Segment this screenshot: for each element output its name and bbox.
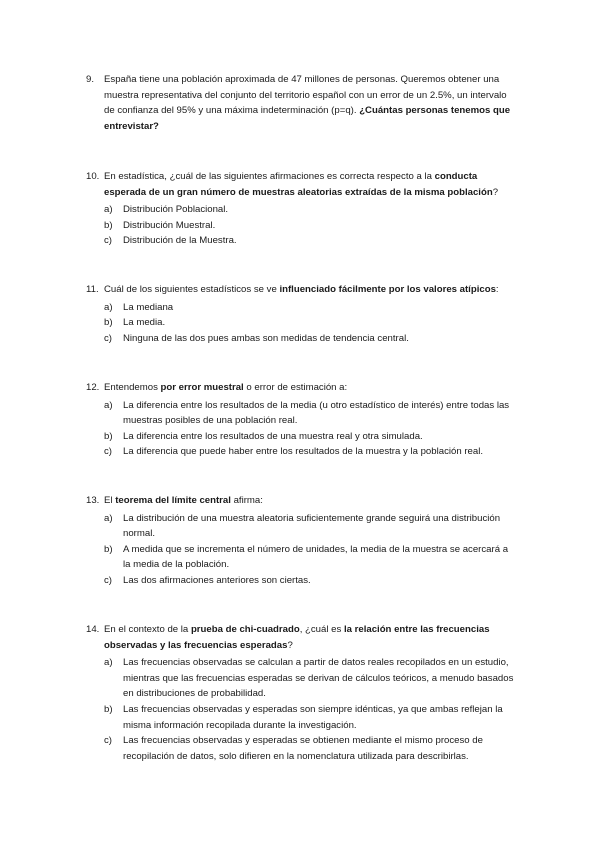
option-letter: b): [104, 317, 113, 329]
options-list: [86, 511, 518, 589]
option-text: La distribución de una muestra aleatoria suficientemente grande seguirá una distribución normal.: [123, 512, 501, 540]
question-text-emphasis: prueba de chi-cuadrado: [190, 624, 300, 635]
question-text: [104, 72, 518, 134]
option-c: [104, 733, 518, 764]
question-text-emphasis: conducta esperada de un gran número de muestras aleatorias extraídas de la misma población: [104, 171, 493, 198]
option-letter: b): [104, 430, 113, 442]
option-text: La diferencia entre los resultados de la media (u otro estadístico de interés) entre todas las muestras posibles de una población real.: [123, 399, 510, 427]
question-number: 13.: [86, 495, 100, 506]
question-number: 9.: [86, 74, 95, 85]
question-text-emphasis: la relación entre las frecuencias observadas y las frecuencias esperadas: [104, 624, 490, 651]
option-letter: a): [104, 512, 113, 524]
question-text-emphasis: influenciado fácilmente por los valores atípicos: [279, 284, 496, 295]
options-list: [86, 655, 518, 764]
question-text-part: Entendemos: [104, 382, 161, 393]
option-letter: a): [104, 204, 113, 216]
option-letter: c): [104, 235, 112, 247]
option-c: [104, 444, 518, 460]
question-text-part: ?: [287, 639, 293, 651]
option-c: [104, 331, 518, 347]
question-text-part: El: [104, 495, 116, 506]
option-b: [104, 218, 518, 234]
question-text-emphasis: por error muestral: [160, 382, 244, 393]
option-c: [104, 233, 518, 249]
question-10: [86, 169, 518, 249]
question-text: [104, 380, 518, 396]
option-text: Las frecuencias observadas y esperadas son siempre idénticas, ya que ambas reflejan la misma información recopilada durante la investigación.: [123, 703, 503, 731]
option-a: [104, 300, 518, 316]
option-letter: b): [104, 543, 113, 555]
question-number: 11.: [86, 284, 99, 295]
option-letter: a): [104, 399, 113, 411]
option-text: Ninguna de las dos pues ambas son medidas de tendencia central.: [123, 332, 409, 344]
option-a: [104, 655, 518, 702]
option-letter: a): [104, 657, 113, 669]
question-number: 12.: [86, 382, 100, 393]
option-b: [104, 702, 518, 733]
question-text-part: , ¿cuál es: [299, 624, 344, 635]
option-letter: a): [104, 301, 113, 313]
option-text: Distribución de la Muestra.: [123, 235, 237, 247]
question-text: [104, 622, 518, 653]
question-text-emphasis: teorema del límite central: [115, 495, 231, 506]
options-list: [86, 398, 518, 460]
option-a: [104, 398, 518, 429]
option-letter: c): [104, 446, 112, 458]
option-text: La media.: [123, 317, 166, 329]
option-text: La diferencia entre los resultados de una muestra real y otra simulada.: [123, 430, 423, 442]
question-text-part: Cuál de los siguientes estadísticos se ve: [104, 284, 280, 295]
option-a: [104, 511, 518, 542]
option-letter: b): [104, 219, 113, 231]
option-b: [104, 429, 518, 445]
options-list: [86, 202, 518, 249]
option-b: [104, 542, 518, 573]
question-text-part: En estadística, ¿cuál de las siguientes afirmaciones es correcta respecto a la: [104, 171, 435, 182]
question-text: [104, 169, 518, 200]
option-letter: c): [104, 332, 112, 344]
option-letter: b): [104, 703, 113, 715]
option-text: Las frecuencias observadas y esperadas se obtienen mediante el mismo proceso de recopilación de datos, solo difieren en la nomenclatura utilizada para describirlas.: [123, 735, 483, 762]
question-text-part: ?: [492, 186, 499, 198]
option-a: [104, 202, 518, 218]
question-text-part: :: [495, 284, 499, 295]
question-9: [86, 72, 518, 134]
options-list: [86, 300, 518, 347]
question-number: 10.: [86, 171, 100, 182]
option-c: [104, 573, 518, 589]
option-text: Las frecuencias observadas se calculan a partir de datos reales recopilados en un estudio, mientras que las frecuencias esperadas se derivan de cálculos teóricos, a menudo basados en distribuciones de probabilidad.: [123, 657, 514, 700]
question-11: [86, 282, 518, 346]
option-text: Distribución Poblacional.: [123, 204, 229, 216]
option-letter: c): [104, 574, 112, 586]
option-b: [104, 315, 518, 331]
option-text: Las dos afirmaciones anteriores son ciertas.: [123, 574, 311, 586]
option-text: A medida que se incrementa el número de unidades, la media de la muestra se acercará a la media de la población.: [123, 543, 509, 571]
question-text: [104, 282, 518, 298]
question-text-part: afirma:: [230, 495, 263, 506]
option-letter: c): [104, 735, 112, 747]
option-text: Distribución Muestral.: [123, 219, 216, 231]
question-text-part: España tiene una población aproximada de 47 millones de personas. Queremos obtener una muestra representativa del conjunto del territorio español con un error de un 2.5%, un intervalo de confianza del 95% y una máxima indeterminación (p=q).: [104, 74, 507, 117]
question-text-part: En el contexto de la: [104, 624, 191, 635]
question-14: [86, 622, 518, 764]
question-13: [86, 493, 518, 589]
question-12: [86, 380, 518, 460]
question-text-emphasis: ¿Cuántas personas tenemos que entrevistar?: [104, 105, 511, 132]
question-number: 14.: [86, 624, 100, 635]
option-text: La mediana: [123, 301, 174, 313]
option-text: La diferencia que puede haber entre los resultados de la muestra y la población real.: [123, 446, 483, 458]
question-text-part: o error de estimación a:: [243, 382, 348, 393]
question-text: [104, 493, 518, 509]
